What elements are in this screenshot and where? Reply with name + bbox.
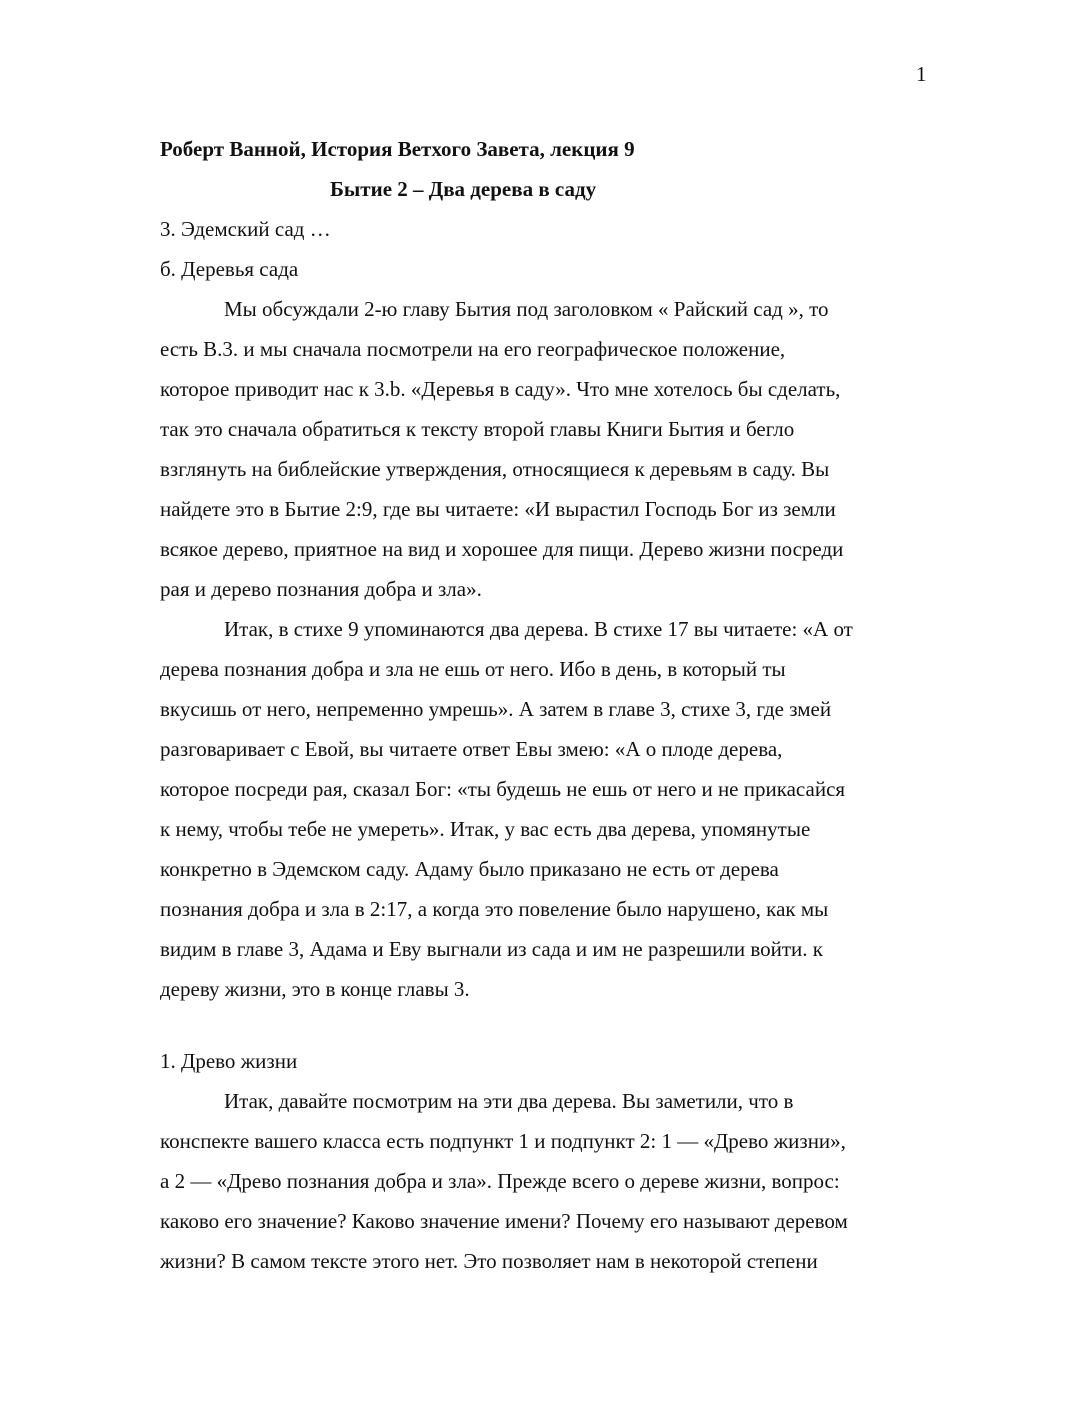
paragraph-line: каково его значение? Каково значение имени? Почему его называют деревом <box>160 1209 848 1233</box>
paragraph-line: к нему, чтобы тебе не умереть». Итак, у вас есть два дерева, упомянутые <box>160 817 811 841</box>
paragraph-line: а 2 — «Древо познания добра и зла». Прежде всего о дереве жизни, вопрос: <box>160 1169 840 1193</box>
paragraph-line: конспекте вашего класса есть подпункт 1 и подпункт 2: 1 — «Древо жизни», <box>160 1129 846 1153</box>
paragraph-line: конкретно в Эдемском саду. Адаму было приказано не есть от дерева <box>160 857 779 881</box>
subsection-heading: б. Деревья сада <box>160 257 299 281</box>
paragraph-line: взглянуть на библейские утверждения, относящиеся к деревьям в саду. Вы <box>160 457 830 481</box>
paragraph-line: вкусишь от него, непременно умрешь». А затем в главе 3, стихе 3, где змей <box>160 697 832 721</box>
paragraph-gap <box>160 1009 930 1041</box>
paragraph-line: рая и дерево познания добра и зла». <box>160 577 482 601</box>
paragraph-line: Мы обсуждали 2-ю главу Бытия под заголовком « Райский сад », то <box>224 297 829 321</box>
paragraph-line: дерева познания добра и зла не ешь от него. Ибо в день, в который ты <box>160 657 786 681</box>
paragraph-line: Итак, давайте посмотрим на эти два дерева. Вы заметили, что в <box>224 1089 794 1113</box>
paragraph-2 <box>160 609 930 1009</box>
document-title: Роберт Ванной, История Ветхого Завета, лекция 9 <box>160 137 635 161</box>
paragraph-line: которое приводит нас к 3.b. «Деревья в саду». Что мне хотелось бы сделать, <box>160 377 841 401</box>
subheading-tree-of-life: 1. Древо жизни <box>160 1049 298 1073</box>
paragraph-line: Итак, в стихе 9 упоминаются два дерева. В стихе 17 вы читаете: «А от <box>224 617 853 641</box>
document-subtitle: Бытие 2 – Два дерева в саду <box>330 177 597 201</box>
paragraph-line: найдете это в Бытие 2:9, где вы читаете: «И вырастил Господь Бог из земли <box>160 497 836 521</box>
paragraph-3 <box>160 1081 930 1281</box>
paragraph-line: всякое дерево, приятное на вид и хорошее для пищи. Дерево жизни посреди <box>160 537 844 561</box>
paragraph-1 <box>160 289 930 609</box>
paragraph-line: дереву жизни, это в конце главы 3. <box>160 977 470 1001</box>
paragraph-line: жизни? В самом тексте этого нет. Это позволяет нам в некоторой степени <box>160 1249 818 1273</box>
paragraph-line: познания добра и зла в 2:17, а когда это повеление было нарушено, как мы <box>160 897 829 921</box>
page-number: 1 <box>916 62 927 86</box>
paragraph-line: так это сначала обратиться к тексту второй главы Книги Бытия и бегло <box>160 417 795 441</box>
paragraph-line: есть В.3. и мы сначала посмотрели на его географическое положение, <box>160 337 786 361</box>
paragraph-line: видим в главе 3, Адама и Еву выгнали из сада и им не разрешили войти. к <box>160 937 823 961</box>
paragraph-line: которое посреди рая, сказал Бог: «ты будешь не ешь от него и не прикасайся <box>160 777 846 801</box>
section-heading: 3. Эдемский сад … <box>160 217 331 241</box>
document-body <box>160 129 930 1281</box>
paragraph-line: разговаривает с Евой, вы читаете ответ Евы змею: «А о плоде дерева, <box>160 737 783 761</box>
